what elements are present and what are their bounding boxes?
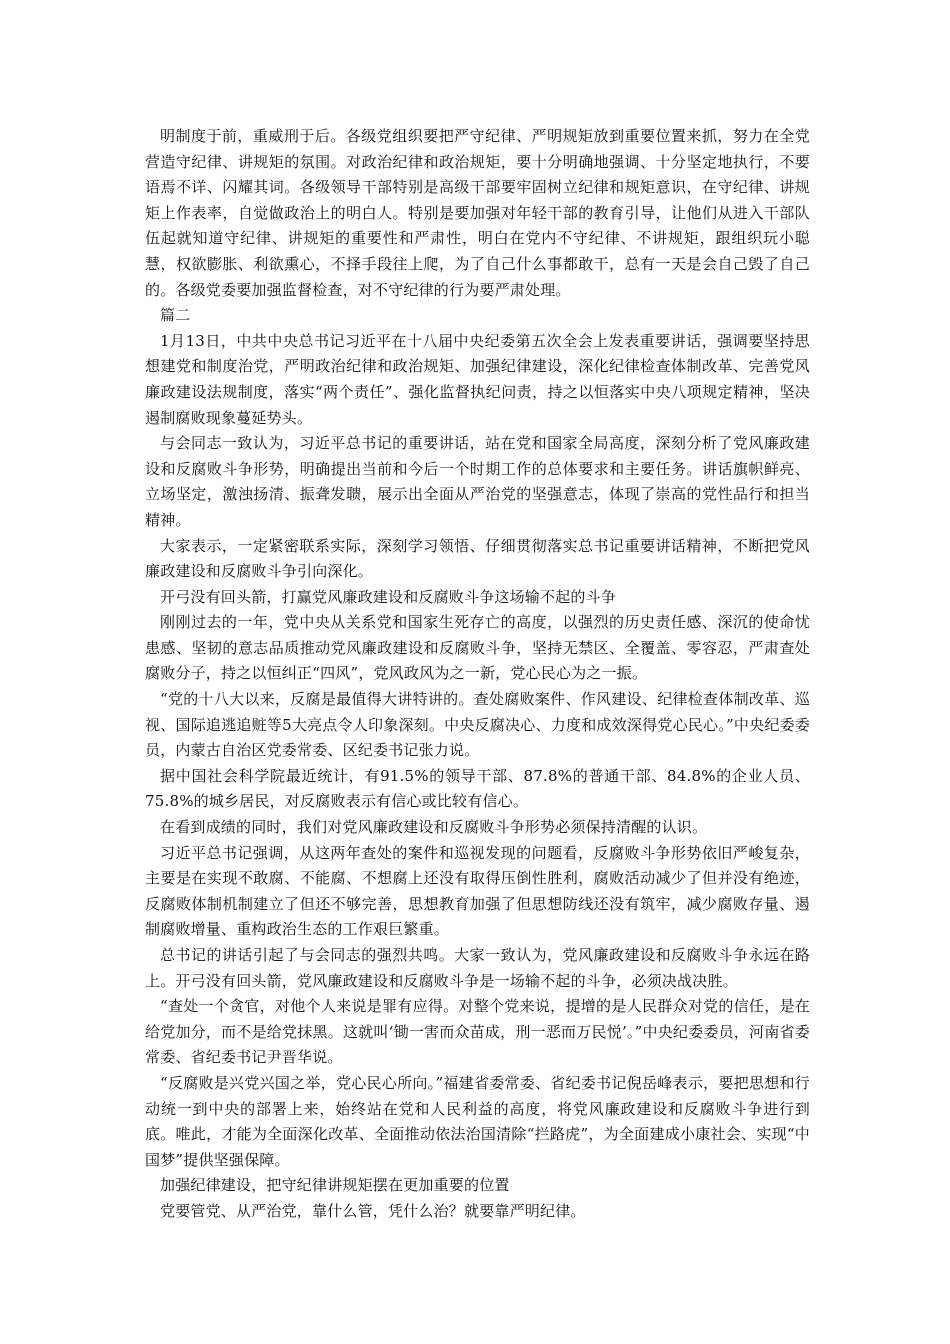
paragraph-5: 大家表示，一定紧密联系实际，深刻学习领悟、仔细贯彻落实总书记重要讲话精神，不断把党风廉政建设和反腐败斗争引向深化。 [145,536,810,581]
paragraph-10: 在看到成绩的同时，我们对党风廉政建设和反腐败斗争形势必须保持清醒的认识。 [160,818,708,837]
paragraph-13: “查处一个贪官，对他个人来说是罪有应得。对整个党来说，提增的是人民群众对党的信任，是在给党加分，而不是给党抹黑。这就叫‘锄一害而众苗成，刑一恶而万民悦’。”中央纪委委员，河南省委常委、省纪委书记尹晋华说。 [145,997,810,1067]
paragraph-8: “党的十八大以来，反腐是最值得大讲特讲的。查处腐败案件、作风建设、纪律检查体制改革、巡视、国际追逃追赃等5大亮点令人印象深刻。中央反腐决心、力度和成效深得党心民心。”中央纪委委员，内蒙古自治区党委常委、区纪委书记张力说。 [145,690,810,760]
section-label: 篇二 [160,306,191,325]
paragraph-7: 刚刚过去的一年，党中央从关系党和国家生死存亡的高度，以强烈的历史责任感、深沉的使命忧患感、坚韧的意志品质推动党风廉政建设和反腐败斗争，坚持无禁区、全覆盖、零容忍，严肃查处腐败分子，持之以恒纠正“四风”，党风政风为之一新，党心民心为之一振。 [145,613,810,683]
paragraph-11: 习近平总书记强调，从这两年查处的案件和巡视发现的问题看，反腐败斗争形势依旧严峻复杂，主要是在实现不敢腐、不能腐、不想腐上还没有取得压倒性胜利，腐败活动减少了但并没有绝迹，反腐败体制机制建立了但还不够完善，思想教育加强了但思想防线还没有筑牢，减少腐败存量、遏制腐败增量、重构政治生态的工作艰巨繁重。 [145,843,810,939]
paragraph-3: 1月13日，中共中央总书记习近平在十八届中央纪委第五次全会上发表重要讲话，强调要坚持思想建党和制度治党，严明政治纪律和政治规矩、加强纪律建设，深化纪律检查体制改革、完善党风廉政建设法规制度，落实“两个责任”、强化监督执纪问责，持之以恒落实中央八项规定精神，坚决遏制腐败现象蔓延势头。 [145,331,810,427]
paragraph-1: 明制度于前，重威刑于后。各级党组织要把严守纪律、严明规矩放到重要位置来抓，努力在全党营造守纪律、讲规矩的氛围。对政治纪律和政治规矩，要十分明确地强调、十分坚定地执行，不要语焉不详、闪耀其词。各级领导干部特别是高级干部要牢固树立纪律和规矩意识，在守纪律、讲规矩上作表率，自觉做政治上的明白人。特别是要加强对年轻干部的教育引导，让他们从进入干部队伍起就知道守纪律、讲规矩的重要性和严肃性，明白在党内不守纪律、不讲规矩，跟组织玩小聪慧，权欲膨胀、利欲熏心，不择手段往上爬，为了自己什么事都敢干，总有一天是会自己毁了自己的。各级党委要加强监督检查，对不守纪律的行为要严肃处理。 [145,127,810,299]
paragraph-14: “反腐败是兴党兴国之举，党心民心所向。”福建省委常委、省纪委书记倪岳峰表示，要把思想和行动统一到中央的部署上来，始终站在党和人民利益的高度，将党风廉政建设和反腐败斗争进行到底。唯此，才能为全面深化改革、全面推动依法治国清除“拦路虎”，为全面建成小康社会、实现“中国梦”提供坚强保障。 [145,1073,810,1169]
subheading-1: 开弓没有回头箭，打赢党风廉政建设和反腐败斗争这场输不起的斗争 [160,587,617,606]
subheading-2: 加强纪律建设，把守纪律讲规矩摆在更加重要的位置 [160,1176,510,1195]
paragraph-12: 总书记的讲话引起了与会同志的强烈共鸣。大家一致认为，党风廉政建设和反腐败斗争永远在路上。开弓没有回头箭，党风廉政建设和反腐败斗争是一场输不起的斗争，必须决战决胜。 [145,946,810,990]
paragraph-9: 据中国社会科学院最近统计，有91.5%的领导干部、87.8%的普通干部、84.8%的企业人员、75.8%的城乡居民，对反腐败表示有信心或比较有信心。 [145,766,810,811]
paragraph-16: 党要管党、从严治党，靠什么管，凭什么治？就要靠严明纪律。 [160,1201,586,1220]
document-body [145,124,810,1225]
paragraph-4: 与会同志一致认为，习近平总书记的重要讲话，站在党和国家全局高度，深刻分析了党风廉政建设和反腐败斗争形势，明确提出当前和今后一个时期工作的总体要求和主要任务。讲话旗帜鲜亮、立场坚定，激浊扬清、振聋发聩，展示出全面从严治党的坚强意志，体现了崇高的党性品行和担当精神。 [145,434,810,529]
